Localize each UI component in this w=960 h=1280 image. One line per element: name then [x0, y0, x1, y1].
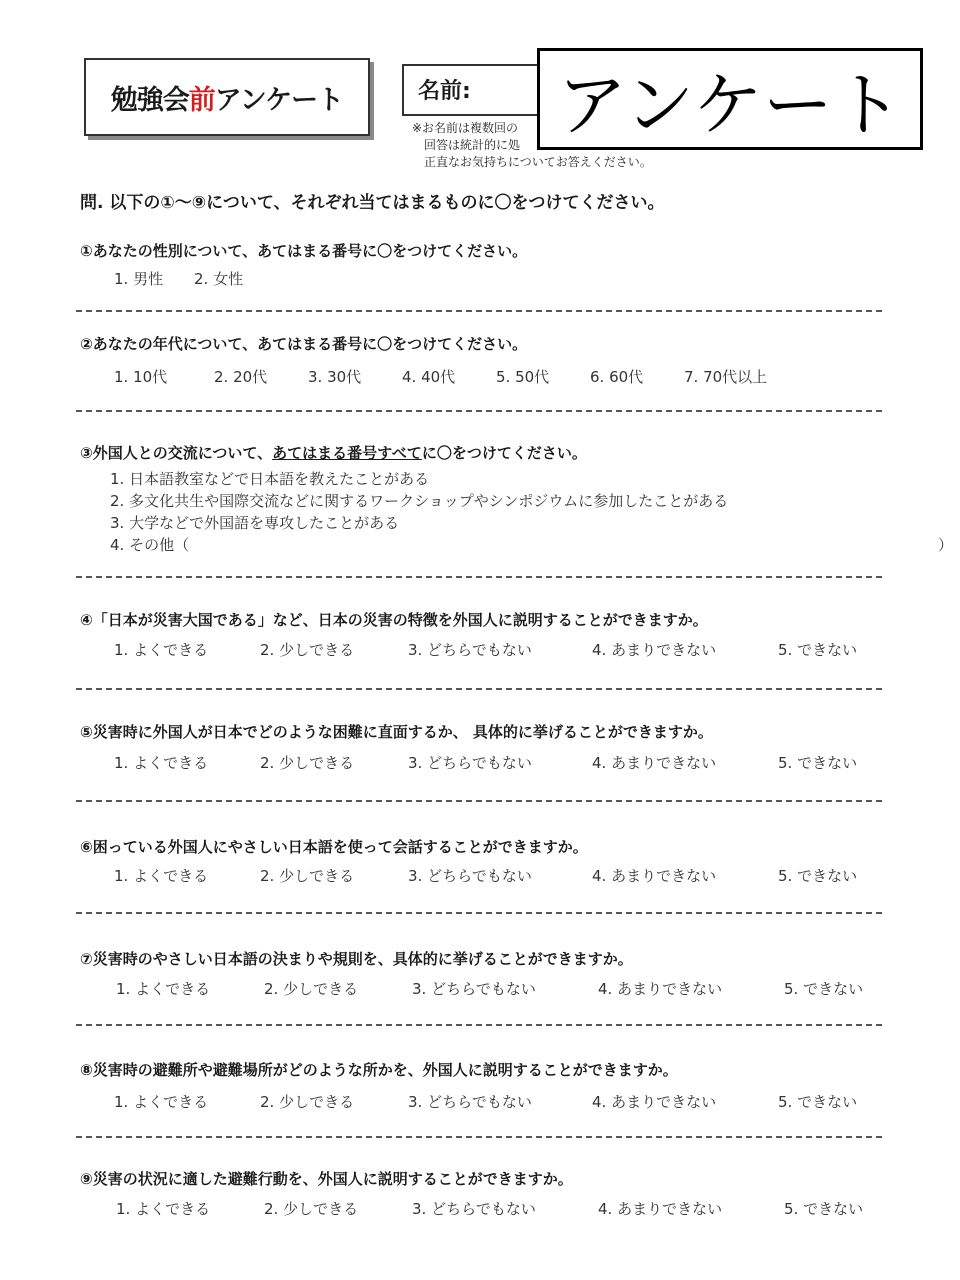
q7-option-2[interactable]: 2. 少しできる — [264, 980, 359, 998]
q9-option-5[interactable]: 5. できない — [784, 1200, 864, 1218]
question-8: ⑧災害時の避難所や避難場所がどのような所かを、外国人に説明することができますか。 — [80, 1061, 678, 1079]
question-3 — [80, 442, 587, 463]
q4-option-3[interactable]: 3. どちらでもない — [408, 641, 532, 659]
note-line-1: ※お名前は複数回の — [412, 121, 519, 135]
q1-options — [114, 268, 243, 289]
q3-option-1[interactable]: 1. 日本語教室などで日本語を教えたことがある — [110, 470, 430, 488]
q7-option-4[interactable]: 4. あまりできない — [598, 980, 723, 998]
separator — [76, 410, 882, 412]
q9-option-3[interactable]: 3. どちらでもない — [412, 1200, 536, 1218]
separator — [76, 310, 882, 312]
q5-option-3[interactable]: 3. どちらでもない — [408, 754, 532, 772]
title-part-1: 勉強会 — [110, 84, 189, 116]
q5-option-1[interactable]: 1. よくできる — [114, 754, 209, 772]
separator — [76, 688, 882, 690]
q8-option-4[interactable]: 4. あまりできない — [592, 1093, 717, 1111]
q3-text-underlined: あてはまる番号すべて — [272, 444, 422, 462]
note-line-3: 正直なお気持ちについてお答えください。 — [424, 155, 652, 169]
q8-option-2[interactable]: 2. 少しできる — [260, 1093, 355, 1111]
title-part-2: アンケート — [214, 84, 344, 116]
q9-options — [116, 1198, 863, 1219]
q2-options — [114, 366, 767, 387]
overlay-title: アンケート — [537, 48, 923, 150]
q3-option-2[interactable]: 2. 多文化共生や国際交流などに関するワークショップやシンポジウムに参加したことがある — [110, 492, 729, 510]
question-7: ⑦災害時のやさしい日本語の決まりや規則を、具体的に挙げることができますか。 — [80, 950, 633, 968]
q9-option-1[interactable]: 1. よくできる — [116, 1200, 211, 1218]
instruction: 問. 以下の①～⑨について、それぞれ当てはまるものに〇をつけてください。 — [80, 193, 665, 213]
q6-option-4[interactable]: 4. あまりできない — [592, 867, 717, 885]
q7-option-3[interactable]: 3. どちらでもない — [412, 980, 536, 998]
q3-options — [110, 468, 954, 558]
note-line-2: 回答は統計的に処 — [424, 138, 521, 152]
q2-option-3[interactable]: 3. 30代 — [308, 368, 362, 386]
q4-option-1[interactable]: 1. よくできる — [114, 641, 209, 659]
q1-option-2[interactable]: 2. 女性 — [194, 270, 244, 288]
q2-option-6[interactable]: 6. 60代 — [590, 368, 644, 386]
q5-option-2[interactable]: 2. 少しできる — [260, 754, 355, 772]
q6-option-2[interactable]: 2. 少しできる — [260, 867, 355, 885]
separator — [76, 912, 882, 914]
q7-option-1[interactable]: 1. よくできる — [116, 980, 211, 998]
q9-option-2[interactable]: 2. 少しできる — [264, 1200, 359, 1218]
q3-text-1: ③外国人との交流について、 — [80, 444, 273, 462]
q1-option-1[interactable]: 1. 男性 — [114, 270, 164, 288]
q3-option-3[interactable]: 3. 大学などで外国語を専攻したことがある — [110, 514, 400, 532]
question-2: ②あなたの年代について、あてはまる番号に〇をつけてください。 — [80, 335, 528, 353]
q8-options — [114, 1091, 857, 1112]
q6-option-1[interactable]: 1. よくできる — [114, 867, 209, 885]
question-9: ⑨災害の状況に適した避難行動を、外国人に説明することができますか。 — [80, 1170, 573, 1188]
q7-option-5[interactable]: 5. できない — [784, 980, 864, 998]
q3-paren-close: ） — [938, 536, 954, 554]
q2-option-7[interactable]: 7. 70代以上 — [684, 368, 768, 386]
q5-option-5[interactable]: 5. できない — [778, 754, 858, 772]
question-4: ④「日本が災害大国である」など、日本の災害の特徴を外国人に説明することができますか。 — [80, 611, 708, 629]
q9-option-4[interactable]: 4. あまりできない — [598, 1200, 723, 1218]
q6-option-3[interactable]: 3. どちらでもない — [408, 867, 532, 885]
title-accent: 前 — [188, 84, 215, 116]
q7-options — [116, 978, 863, 999]
q3-text-2: に〇をつけてください。 — [421, 444, 587, 462]
name-field[interactable] — [402, 64, 556, 116]
question-1: ①あなたの性別について、あてはまる番号に〇をつけてください。 — [80, 242, 528, 260]
q2-option-5[interactable]: 5. 50代 — [496, 368, 550, 386]
q5-option-4[interactable]: 4. あまりできない — [592, 754, 717, 772]
q6-options — [114, 865, 857, 886]
q2-option-2[interactable]: 2. 20代 — [214, 368, 268, 386]
q8-option-1[interactable]: 1. よくできる — [114, 1093, 209, 1111]
q6-option-5[interactable]: 5. できない — [778, 867, 858, 885]
name-label: 名前: — [418, 79, 471, 104]
q3-option-4[interactable]: 4. その他（ — [110, 536, 190, 554]
q4-option-2[interactable]: 2. 少しできる — [260, 641, 355, 659]
q8-option-5[interactable]: 5. できない — [778, 1093, 858, 1111]
separator — [76, 576, 882, 578]
q4-options — [114, 639, 857, 660]
q2-option-1[interactable]: 1. 10代 — [114, 368, 168, 386]
q5-options — [114, 752, 857, 773]
q4-option-5[interactable]: 5. できない — [778, 641, 858, 659]
question-6: ⑥困っている外国人にやさしい日本語を使って会話することができますか。 — [80, 838, 588, 856]
survey-title — [84, 58, 370, 136]
q2-option-4[interactable]: 4. 40代 — [402, 368, 456, 386]
question-5: ⑤災害時に外国人が日本でどのような困難に直面するか、 具体的に挙げることができますか。 — [80, 723, 713, 741]
q8-option-3[interactable]: 3. どちらでもない — [408, 1093, 532, 1111]
q4-option-4[interactable]: 4. あまりできない — [592, 641, 717, 659]
separator — [76, 1136, 882, 1138]
separator — [76, 1024, 882, 1026]
separator — [76, 800, 882, 802]
